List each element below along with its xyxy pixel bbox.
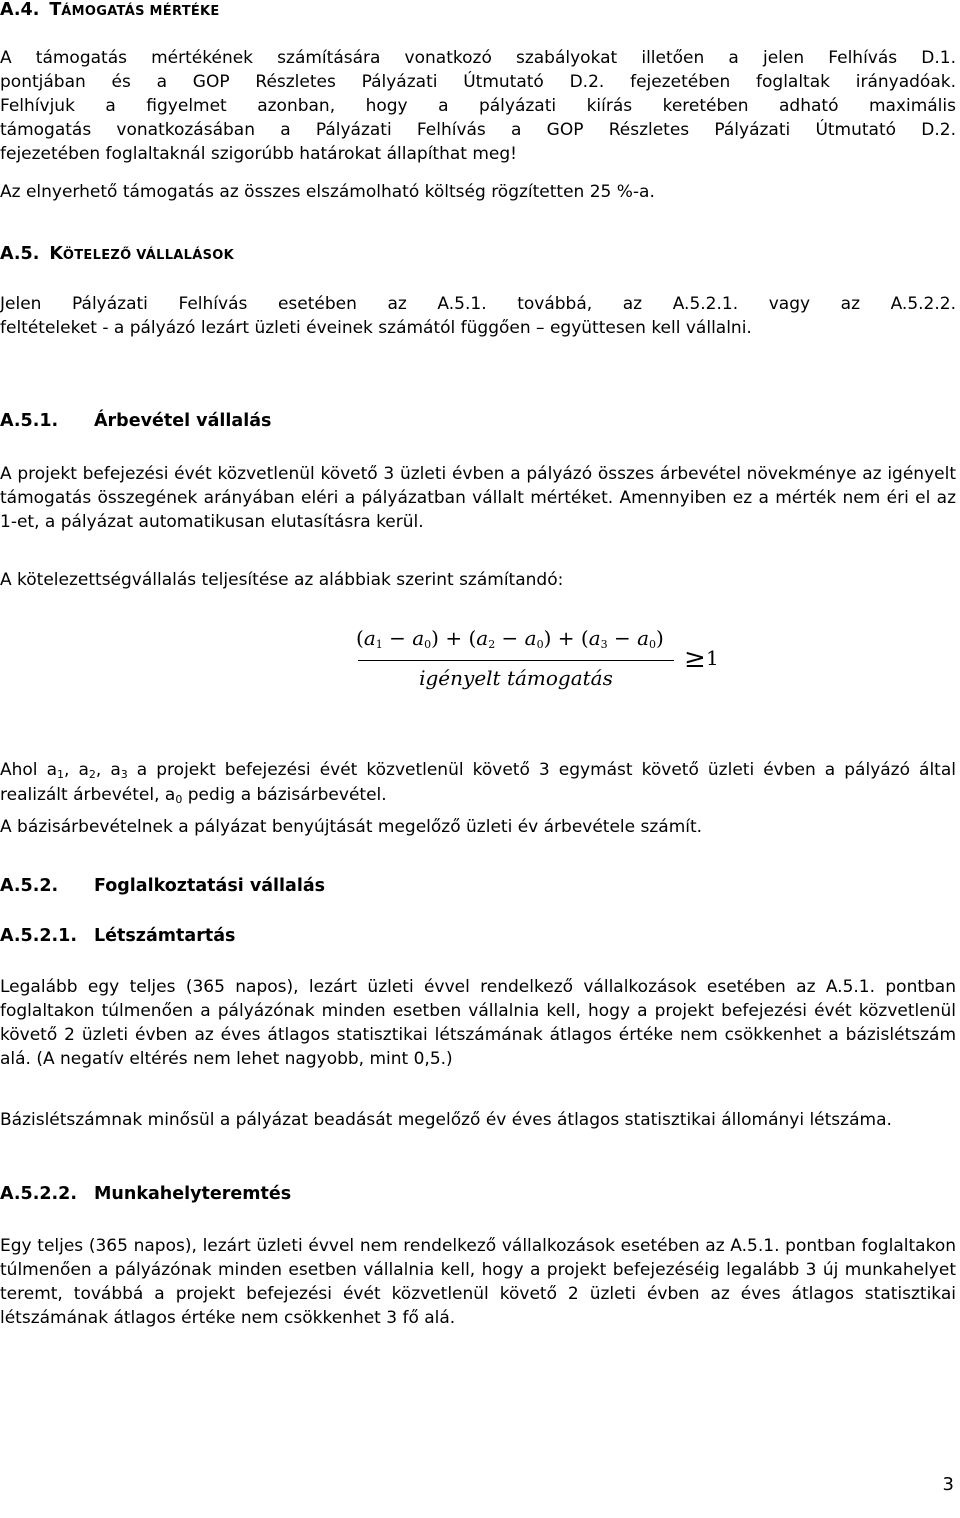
paragraph-headcount-retention: Legalább egy teljes (365 napos), lezárt üzleti évvel rendelkező vállalkozások esetében az A.5.1. pontban foglaltakon túlmenően a pályázónak minden esetben vállalnia kell, hogy a projekt befejezési évét közvetlenül követő 2 üzleti évben az éves átlagos statisztikai létszámának átlagos értéke nem csökkenhet a bázislétszám alá. (A negatív eltérés nem lehet nagyobb, mint 0,5.) xyxy=(0,977,956,1069)
paragraph-revenue-commitment: A projekt befejezési évét közvetlenül követő 3 üzleti évben a pályázó összes árbevétel növekménye az igényelt támogatás összegének arányában eléri a pályázatban vállalt mértéket. Amennyiben ez a mérték nem éri el az 1-et, a pályázat automatikusan elutasításra kerül. xyxy=(0,464,956,532)
section-heading-a522 xyxy=(0,1184,956,1204)
subscript: 1 xyxy=(57,768,64,781)
text-line: feltételeket - a pályázó lezárt üzleti éveinek számától függően – együttesen kell vállalni. xyxy=(0,318,752,338)
formula-rhs: 1 xyxy=(706,646,719,670)
paragraph-obligations xyxy=(0,292,956,340)
section-title-initial: T xyxy=(49,0,62,20)
section-number: A.5. xyxy=(0,244,40,264)
section-title: Árbevétel vállalás xyxy=(94,411,272,431)
text-line: fejezetében foglaltaknál szigorúbb határokat állapíthat meg! xyxy=(0,144,517,164)
paragraph-support-rate xyxy=(0,46,956,166)
section-number: A.5.2.1. xyxy=(0,926,77,946)
formula-operator: ≥ xyxy=(684,644,706,674)
subscript: 3 xyxy=(120,768,128,781)
section-number: A.4. xyxy=(0,0,40,20)
paragraph-variable-definitions xyxy=(0,758,956,807)
formula-denominator: igényelt támogatás xyxy=(419,666,613,690)
section-title: Munkahelyteremtés xyxy=(94,1184,292,1204)
section-title-rest: ÖTELEZŐ VÁLLALÁSOK xyxy=(62,248,234,263)
text-line: pontjában és a GOP Részletes Pályázati Útmutató D.2. fejezetében foglaltak irányadóak. xyxy=(0,72,956,92)
section-heading-a5 xyxy=(0,244,956,264)
paragraph-base-headcount: Bázislétszámnak minősül a pályázat beadását megelőző év éves átlagos statisztikai állományi létszáma. xyxy=(0,1110,892,1130)
paragraph-max-support: Az elnyerhető támogatás az összes elszámolható költség rögzítetten 25 %-a. xyxy=(0,182,655,202)
text-line: Jelen Pályázati Felhívás esetében az A.5.1. továbbá, az A.5.2.1. vagy az A.5.2.2. xyxy=(0,294,956,314)
page-number: 3 xyxy=(942,1474,954,1495)
section-title-initial: K xyxy=(49,244,63,264)
section-heading-a4 xyxy=(0,0,956,20)
section-number: A.5.2.2. xyxy=(0,1184,77,1204)
section-heading-a521 xyxy=(0,926,956,946)
text-run: , a xyxy=(95,760,121,780)
section-number: A.5.2. xyxy=(0,876,59,896)
revenue-formula xyxy=(356,626,719,706)
formula-numerator: $(a_1 - a_0) + (a_2 - a_0) + (a_3 - a_0)$ xyxy=(356,626,664,651)
text-run: a projekt befejezési évét közvetlenül követő 3 egymást követő üzleti évben a pályázó által realizált árbevétel, a xyxy=(0,760,956,805)
section-title: Foglalkoztatási vállalás xyxy=(94,876,326,896)
section-heading-a51 xyxy=(0,411,956,431)
text-line: A támogatás mértékének számítására vonatkozó szabályokat illetően a jelen Felhívás D.1. xyxy=(0,48,956,68)
text-run: , a xyxy=(64,760,89,780)
paragraph-calculation-intro: A kötelezettségvállalás teljesítése az alábbiak szerint számítandó: xyxy=(0,570,564,590)
text-run: Ahol a xyxy=(0,760,57,780)
section-title: Létszámtartás xyxy=(94,926,236,946)
section-heading-a52 xyxy=(0,876,956,896)
text-run: pedig a bázisárbevétel. xyxy=(182,784,387,805)
fraction-bar xyxy=(358,660,674,661)
subscript: 2 xyxy=(88,768,96,781)
subscript: 0 xyxy=(175,792,183,806)
text-line: Felhívjuk a figyelmet azonban, hogy a pályázati kiírás keretében adható maximális xyxy=(0,96,956,116)
text-line: támogatás vonatkozásában a Pályázati Felhívás a GOP Részletes Pályázati Útmutató D.2. xyxy=(0,120,956,140)
paragraph-job-creation: Egy teljes (365 napos), lezárt üzleti évvel nem rendelkező vállalkozások esetében az A.5.1. pontban foglaltakon túlmenően a pályázónak minden esetben vállalnia kell, hogy a projekt befejezéséig legalább 3 új munkahelyet teremt, továbbá a projekt befejezési évét közvetlenül követő 2 üzleti évben az éves átlagos statisztikai létszámának átlagos értéke nem csökkenhet 3 fő alá. xyxy=(0,1236,956,1328)
section-title-rest: ÁMOGATÁS MÉRTÉKE xyxy=(61,4,220,19)
section-number: A.5.1. xyxy=(0,411,59,431)
paragraph-base-revenue: A bázisárbevételnek a pályázat benyújtását megelőző üzleti év árbevétele számít. xyxy=(0,817,703,837)
